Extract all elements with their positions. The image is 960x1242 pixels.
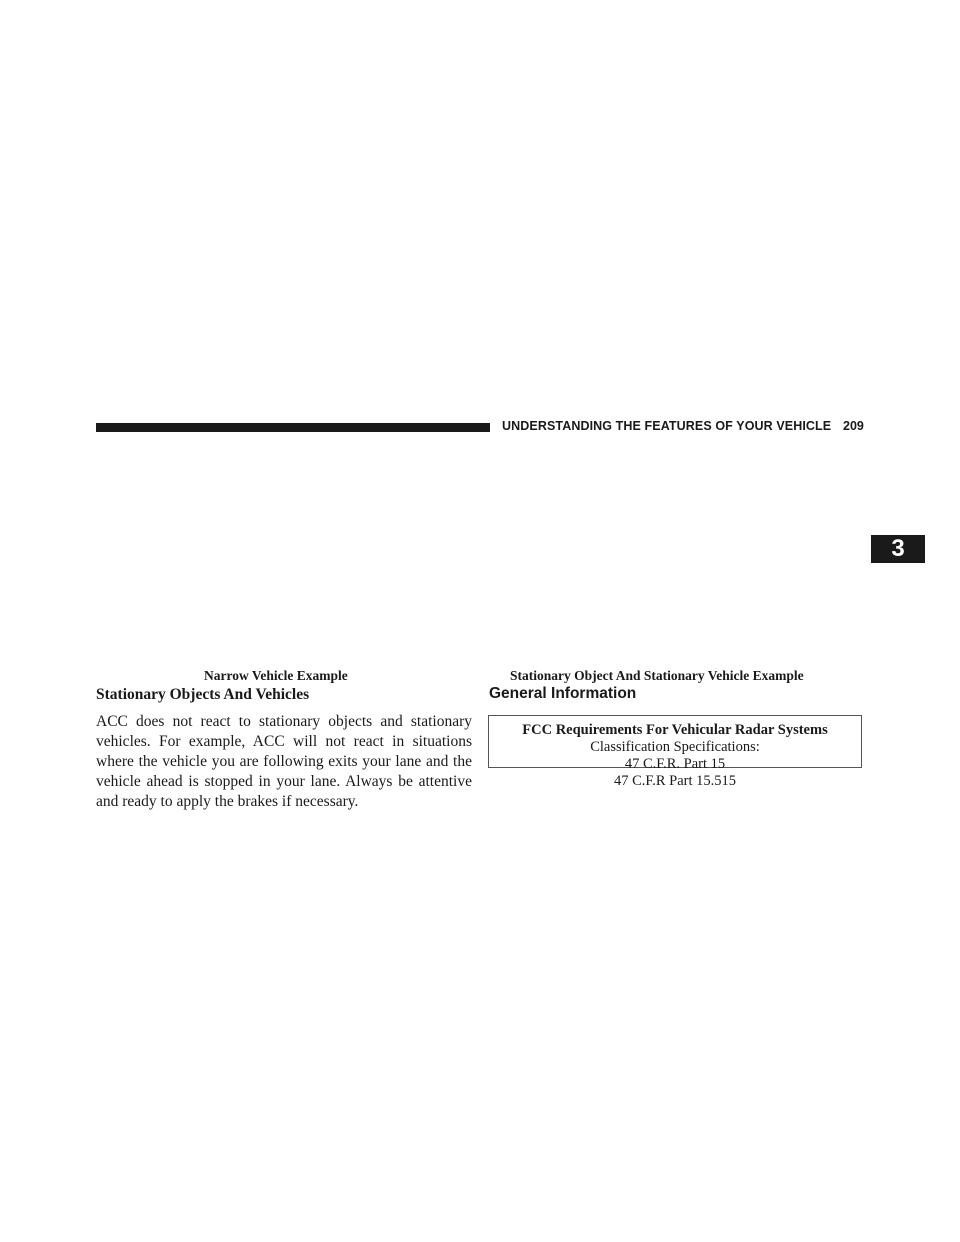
- fcc-box-line-classification: Classification Specifications:: [590, 739, 760, 755]
- section-heading-stationary: Stationary Objects And Vehicles: [96, 686, 310, 703]
- fcc-box-title: FCC Requirements For Vehicular Radar Systems: [522, 722, 828, 738]
- chapter-tab: 3: [871, 535, 925, 563]
- paragraph-stationary: ACC does not react to stationary objects and stationary vehicles. For example, ACC will not react in situations where the vehicle you are following exits your lane and the vehicle ahead is stopped in your lane. Always be attentive and ready to apply the brakes if necessary.: [96, 713, 472, 810]
- fcc-box-line-part15: 47 C.F.R. Part 15: [624, 756, 726, 772]
- header-rule: [96, 423, 490, 432]
- page-number: 209: [843, 419, 864, 433]
- section-heading-general-information: General Information: [489, 685, 637, 702]
- figure-caption-narrow-vehicle: Narrow Vehicle Example: [204, 668, 348, 683]
- fcc-requirements-box: [488, 715, 862, 789]
- figure-caption-stationary: Stationary Object And Stationary Vehicle Example: [510, 668, 804, 683]
- fcc-box-line-part15515: 47 C.F.R Part 15.515: [613, 773, 737, 789]
- running-header-title: UNDERSTANDING THE FEATURES OF YOUR VEHICLE: [502, 419, 832, 433]
